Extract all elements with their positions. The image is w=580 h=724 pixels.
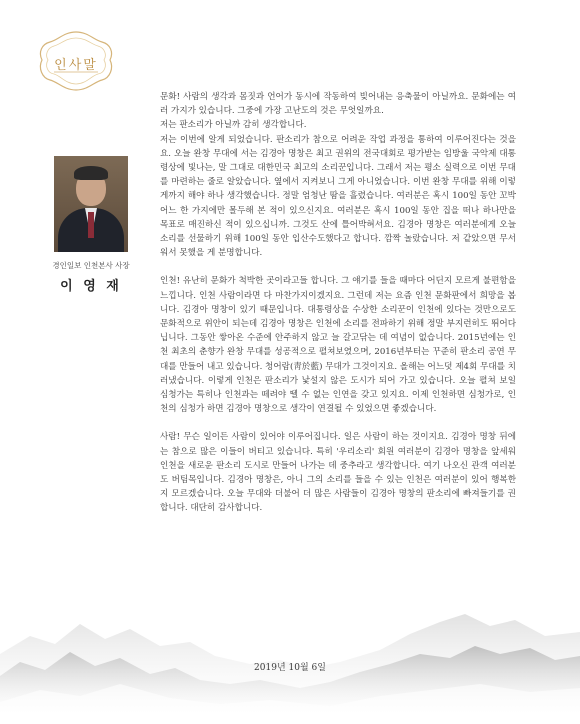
paragraph: 저는 이번에 알게 되었습니다. 판소리가 참으로 어려운 작업 과정을 통하여 이루어진다는 것을요. 오늘 완창 무대에 서는 김경아 명창은 최고 권위의 전국대회로 평가받는 임방울 국악제 대통령상에 빛나는, 말 그대로 대한민국 최고의 소리꾼입니다. 그래서 저는 평소 실력으로 이번 무대를 마련하는 줄로 알았습니다. 옆에서 지켜보니 그게 아니었습니다. 이번 완창 무대를 위해 이렇게까지 해야 하나 생각했습니다. 정말 엄청난 땀을 흘렸습니다. 여러분은 혹시 100일 동안 꼬박 어느 한 가지에만 몰두해 본 적이 있으신지요. 여러분은 혹시 100일 동안 집을 떠나 하나만을 목표로 매진하신 적이 있으십니까. 그것도 산에 틀어박혀서요. 김경아 명창은 여러분에게 오늘 소리를 선물하기 위해 100일 동안 입산수도했다고 합니다. 깜짝 놀랐습니다. 저 같았으면 무서워서 못했을 게 분명합니다. <box>160 134 516 259</box>
section-badge <box>36 28 116 94</box>
greeting-body <box>160 90 516 530</box>
paragraph: 사람! 무슨 일이든 사람이 있어야 이루어집니다. 일은 사람이 하는 것이지요. 김경아 명창 뒤에는 참으로 많은 이들이 버티고 있습니다. 특히 '우리소리' 회원 여러분이 김경아 명창을 앞세워 인천을 새로운 판소리 도시로 만들어 나가는 데 중추라고 생각합니다. 여기 나오신 관객 여러분도 버팀목입니다. 김경아 명창은, 아니 그의 소리를 들을 수 있는 인천은 여러분이 있어 행복한지 모르겠습니다. 오늘 무대와 더불어 더 많은 사람들이 김경아 명창의 판소리에 빠져들기를 권합니다. 대단히 감사합니다. <box>160 432 516 514</box>
paragraph: 인천! 유난히 문화가 척박한 곳이라고들 합니다. 그 얘기를 들을 때마다 어딘지 모르게 불편함을 느낍니다. 인천 사람이라면 다 마찬가지이겠지요. 그런데 저는 요즘 인천 문화판에서 희망을 봅니다. 김경아 명창이 있기 때문입니다. 대통령상을 수상한 소리꾼이 인천에 있다는 것만으로도 문화적으로 위안이 되는데 김경아 명창은 인천에 소리를 전파하기 위해 정말 부지런히도 뛰어다닙니다. 그동안 쌓아온 수준에 안주하지 않고 늘 갈고닦는 데 여념이 없습니다. 2015년에는 인천 최초의 춘향가 완창 무대를 성공적으로 펼쳐보였으며, 2016년부터는 꾸준히 판소리 공연 무대를 만들어 내고 있습니다. 청어람(靑於藍) 무대가 그것이지요. 올해는 어느덧 제4회 무대를 치러냈습니다. 이렇게 인천은 판소리가 낯설지 않은 도시가 되어 가고 있습니다. 오늘 펼쳐 보일 심청가는 특히나 인천과는 떼려야 뗄 수 없는 인연을 갖고 있지요. 이제 인천하면 심청가로, 인천의 심청가 하면 김경아 명창으로 생각이 연결될 수 있었으면 좋겠습니다. <box>160 276 516 415</box>
author-affiliation: 경인일보 인천본사 사장 <box>52 261 130 270</box>
author-block <box>36 156 146 294</box>
author-photo <box>54 156 128 252</box>
author-name: 이 영 재 <box>60 279 122 294</box>
section-title: 인사말 <box>54 58 98 73</box>
date: 2019년 10월 6일 <box>254 663 326 673</box>
mountain-landscape <box>0 584 580 724</box>
paragraph: 문화! 사람의 생각과 몸짓과 언어가 동시에 작동하여 빚어내는 응축물이 아닐까요. 문화에는 여러 가지가 있습니다. 그중에 가장 고난도의 것은 무엇일까요. <box>160 92 516 117</box>
paragraph: 저는 판소리가 아닐까 감히 생각합니다. <box>160 120 307 131</box>
